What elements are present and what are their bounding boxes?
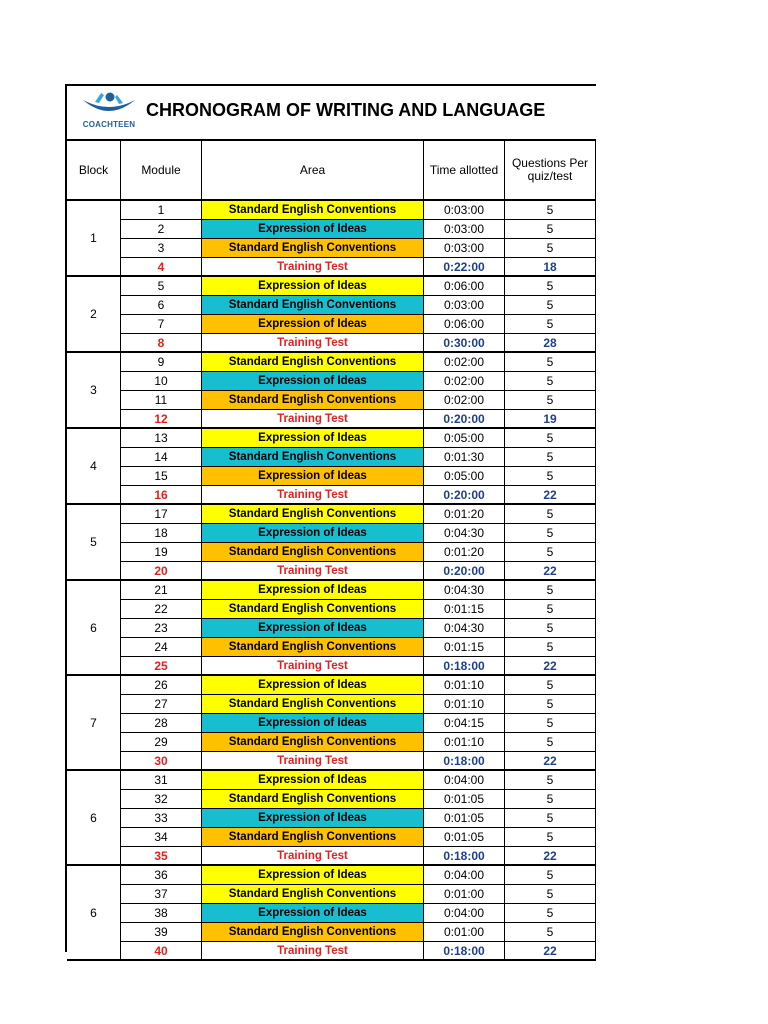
area-cell: Expression of Ideas: [202, 866, 424, 885]
questions-cell: 5: [505, 600, 596, 619]
module-cell: 15: [121, 467, 202, 486]
table-row: [121, 904, 596, 923]
time-cell: 0:02:00: [424, 391, 505, 410]
module-cell: 38: [121, 904, 202, 923]
time-cell: 0:05:00: [424, 429, 505, 448]
table-row: [121, 771, 596, 790]
questions-cell: 5: [505, 714, 596, 733]
table-row: [121, 866, 596, 885]
table-row: [121, 600, 596, 619]
block-label: 1: [67, 201, 121, 277]
table-row: [121, 619, 596, 638]
module-cell: 40: [121, 942, 202, 961]
questions-cell: 5: [505, 448, 596, 467]
table-row: [121, 372, 596, 391]
questions-cell: 18: [505, 258, 596, 277]
table-row: [121, 638, 596, 657]
time-cell: 0:04:00: [424, 771, 505, 790]
table-row: [121, 790, 596, 809]
time-cell: 0:01:15: [424, 638, 505, 657]
block-label: 6: [67, 581, 121, 676]
module-cell: 22: [121, 600, 202, 619]
table-row: [121, 923, 596, 942]
questions-cell: 5: [505, 828, 596, 847]
area-cell: Training Test: [202, 942, 424, 961]
area-cell: Expression of Ideas: [202, 372, 424, 391]
time-cell: 0:04:15: [424, 714, 505, 733]
module-cell: 37: [121, 885, 202, 904]
module-cell: 20: [121, 562, 202, 581]
area-cell: Standard English Conventions: [202, 790, 424, 809]
area-cell: Training Test: [202, 752, 424, 771]
area-cell: Standard English Conventions: [202, 505, 424, 524]
time-cell: 0:18:00: [424, 752, 505, 771]
area-cell: Standard English Conventions: [202, 391, 424, 410]
table-row: [121, 448, 596, 467]
coachteen-logo: [79, 90, 139, 134]
questions-cell: 5: [505, 353, 596, 372]
questions-cell: 5: [505, 372, 596, 391]
time-cell: 0:04:00: [424, 866, 505, 885]
questions-cell: 5: [505, 638, 596, 657]
module-cell: 19: [121, 543, 202, 562]
time-cell: 0:01:30: [424, 448, 505, 467]
questions-cell: 5: [505, 277, 596, 296]
table-row: [121, 220, 596, 239]
module-cell: 30: [121, 752, 202, 771]
module-cell: 23: [121, 619, 202, 638]
area-cell: Expression of Ideas: [202, 904, 424, 923]
time-cell: 0:18:00: [424, 847, 505, 866]
time-cell: 0:05:00: [424, 467, 505, 486]
questions-cell: 22: [505, 486, 596, 505]
time-cell: 0:03:00: [424, 239, 505, 258]
module-cell: 24: [121, 638, 202, 657]
questions-cell: 5: [505, 429, 596, 448]
page-title: CHRONOGRAM OF WRITING AND LANGUAGE: [146, 100, 546, 120]
area-cell: Expression of Ideas: [202, 619, 424, 638]
module-cell: 13: [121, 429, 202, 448]
questions-cell: 5: [505, 201, 596, 220]
table-row: [121, 505, 596, 524]
table-row: [121, 733, 596, 752]
table-row: [121, 486, 596, 505]
area-cell: Expression of Ideas: [202, 467, 424, 486]
area-cell: Standard English Conventions: [202, 733, 424, 752]
time-cell: 0:01:10: [424, 695, 505, 714]
table-row: [121, 752, 596, 771]
questions-cell: 22: [505, 657, 596, 676]
table-row: [121, 676, 596, 695]
area-cell: Expression of Ideas: [202, 220, 424, 239]
module-cell: 1: [121, 201, 202, 220]
questions-cell: 22: [505, 942, 596, 961]
column-header-module: Module: [121, 141, 202, 201]
time-cell: 0:02:00: [424, 353, 505, 372]
table-row: [121, 581, 596, 600]
questions-cell: 5: [505, 885, 596, 904]
questions-cell: 5: [505, 733, 596, 752]
area-cell: Training Test: [202, 657, 424, 676]
time-cell: 0:18:00: [424, 657, 505, 676]
table-row: [121, 258, 596, 277]
area-cell: Training Test: [202, 410, 424, 429]
module-cell: 28: [121, 714, 202, 733]
area-cell: Expression of Ideas: [202, 581, 424, 600]
area-cell: Standard English Conventions: [202, 353, 424, 372]
area-cell: Training Test: [202, 334, 424, 353]
time-cell: 0:06:00: [424, 277, 505, 296]
module-cell: 18: [121, 524, 202, 543]
time-cell: 0:01:15: [424, 600, 505, 619]
questions-cell: 22: [505, 847, 596, 866]
questions-cell: 19: [505, 410, 596, 429]
table-row: [121, 942, 596, 961]
time-cell: 0:03:00: [424, 201, 505, 220]
area-cell: Standard English Conventions: [202, 828, 424, 847]
table-row: [121, 524, 596, 543]
module-cell: 14: [121, 448, 202, 467]
area-cell: Standard English Conventions: [202, 638, 424, 657]
area-cell: Standard English Conventions: [202, 543, 424, 562]
logo-text: COACHTEEN: [82, 120, 136, 129]
questions-cell: 5: [505, 467, 596, 486]
block-label: 7: [67, 676, 121, 771]
time-cell: 0:01:20: [424, 543, 505, 562]
questions-cell: 5: [505, 809, 596, 828]
module-cell: 17: [121, 505, 202, 524]
module-cell: 21: [121, 581, 202, 600]
table-row: [121, 239, 596, 258]
area-cell: Expression of Ideas: [202, 771, 424, 790]
area-cell: Training Test: [202, 258, 424, 277]
module-cell: 4: [121, 258, 202, 277]
logo-mark-icon: [79, 90, 139, 122]
time-cell: 0:06:00: [424, 315, 505, 334]
time-cell: 0:03:00: [424, 296, 505, 315]
area-cell: Standard English Conventions: [202, 600, 424, 619]
area-cell: Training Test: [202, 486, 424, 505]
module-cell: 9: [121, 353, 202, 372]
module-cell: 10: [121, 372, 202, 391]
module-cell: 39: [121, 923, 202, 942]
table-row: [121, 334, 596, 353]
questions-cell: 5: [505, 315, 596, 334]
area-cell: Standard English Conventions: [202, 885, 424, 904]
module-cell: 12: [121, 410, 202, 429]
time-cell: 0:04:30: [424, 524, 505, 543]
module-cell: 32: [121, 790, 202, 809]
module-cell: 3: [121, 239, 202, 258]
questions-cell: 5: [505, 676, 596, 695]
questions-cell: 5: [505, 524, 596, 543]
module-cell: 2: [121, 220, 202, 239]
table-row: [121, 391, 596, 410]
table-row: [121, 315, 596, 334]
module-cell: 7: [121, 315, 202, 334]
chronogram-sheet: [65, 84, 596, 958]
block-label: 6: [67, 771, 121, 866]
questions-cell: 5: [505, 923, 596, 942]
time-cell: 0:18:00: [424, 942, 505, 961]
time-cell: 0:04:30: [424, 581, 505, 600]
time-cell: 0:01:00: [424, 885, 505, 904]
area-cell: Expression of Ideas: [202, 524, 424, 543]
area-cell: Standard English Conventions: [202, 239, 424, 258]
column-header-block: Block: [67, 141, 121, 201]
time-cell: 0:04:30: [424, 619, 505, 638]
area-cell: Expression of Ideas: [202, 277, 424, 296]
module-cell: 25: [121, 657, 202, 676]
table-row: [121, 714, 596, 733]
questions-cell: 22: [505, 562, 596, 581]
module-cell: 8: [121, 334, 202, 353]
time-cell: 0:20:00: [424, 486, 505, 505]
questions-cell: 5: [505, 296, 596, 315]
questions-cell: 5: [505, 505, 596, 524]
module-cell: 35: [121, 847, 202, 866]
area-cell: Expression of Ideas: [202, 315, 424, 334]
area-cell: Standard English Conventions: [202, 695, 424, 714]
table-row: [121, 885, 596, 904]
time-cell: 0:01:10: [424, 676, 505, 695]
block-label: 5: [67, 505, 121, 581]
module-cell: 5: [121, 277, 202, 296]
time-cell: 0:20:00: [424, 562, 505, 581]
module-cell: 26: [121, 676, 202, 695]
questions-cell: 5: [505, 695, 596, 714]
table-row: [121, 410, 596, 429]
module-cell: 33: [121, 809, 202, 828]
questions-cell: 5: [505, 771, 596, 790]
time-cell: 0:04:00: [424, 904, 505, 923]
questions-cell: 5: [505, 220, 596, 239]
table-row: [121, 467, 596, 486]
time-cell: 0:22:00: [424, 258, 505, 277]
area-cell: Expression of Ideas: [202, 809, 424, 828]
questions-cell: 5: [505, 866, 596, 885]
table-row: [121, 847, 596, 866]
questions-cell: 5: [505, 790, 596, 809]
time-cell: 0:30:00: [424, 334, 505, 353]
title-bar: [65, 86, 596, 141]
table-row: [121, 429, 596, 448]
table-row: [121, 695, 596, 714]
column-header-area: Area: [202, 141, 424, 201]
time-cell: 0:02:00: [424, 372, 505, 391]
questions-cell: 28: [505, 334, 596, 353]
table-row: [121, 296, 596, 315]
table-row: [121, 562, 596, 581]
table-row: [121, 657, 596, 676]
module-cell: 34: [121, 828, 202, 847]
block-label: 6: [67, 866, 121, 961]
time-cell: 0:03:00: [424, 220, 505, 239]
area-cell: Standard English Conventions: [202, 448, 424, 467]
block-label: 2: [67, 277, 121, 353]
area-cell: Expression of Ideas: [202, 429, 424, 448]
block-label: 3: [67, 353, 121, 429]
table-row: [121, 353, 596, 372]
questions-cell: 5: [505, 239, 596, 258]
time-cell: 0:01:20: [424, 505, 505, 524]
area-cell: Standard English Conventions: [202, 201, 424, 220]
questions-cell: 5: [505, 619, 596, 638]
area-cell: Expression of Ideas: [202, 714, 424, 733]
table-row: [121, 828, 596, 847]
table-row: [121, 543, 596, 562]
module-cell: 27: [121, 695, 202, 714]
module-cell: 16: [121, 486, 202, 505]
questions-cell: 5: [505, 904, 596, 923]
table-row: [121, 201, 596, 220]
questions-cell: 5: [505, 391, 596, 410]
questions-cell: 5: [505, 543, 596, 562]
module-cell: 29: [121, 733, 202, 752]
area-cell: Training Test: [202, 847, 424, 866]
area-cell: Standard English Conventions: [202, 296, 424, 315]
column-header-questions: Questions Per quiz/test: [505, 141, 596, 201]
time-cell: 0:01:05: [424, 790, 505, 809]
questions-cell: 5: [505, 581, 596, 600]
time-cell: 0:01:00: [424, 923, 505, 942]
table-row: [121, 277, 596, 296]
time-cell: 0:01:10: [424, 733, 505, 752]
area-cell: Expression of Ideas: [202, 676, 424, 695]
questions-cell: 22: [505, 752, 596, 771]
module-cell: 6: [121, 296, 202, 315]
module-cell: 36: [121, 866, 202, 885]
module-cell: 31: [121, 771, 202, 790]
time-cell: 0:01:05: [424, 809, 505, 828]
block-label: 4: [67, 429, 121, 505]
module-cell: 11: [121, 391, 202, 410]
area-cell: Training Test: [202, 562, 424, 581]
table-row: [121, 809, 596, 828]
time-cell: 0:20:00: [424, 410, 505, 429]
area-cell: Standard English Conventions: [202, 923, 424, 942]
column-header-time: Time allotted: [424, 141, 505, 201]
time-cell: 0:01:05: [424, 828, 505, 847]
